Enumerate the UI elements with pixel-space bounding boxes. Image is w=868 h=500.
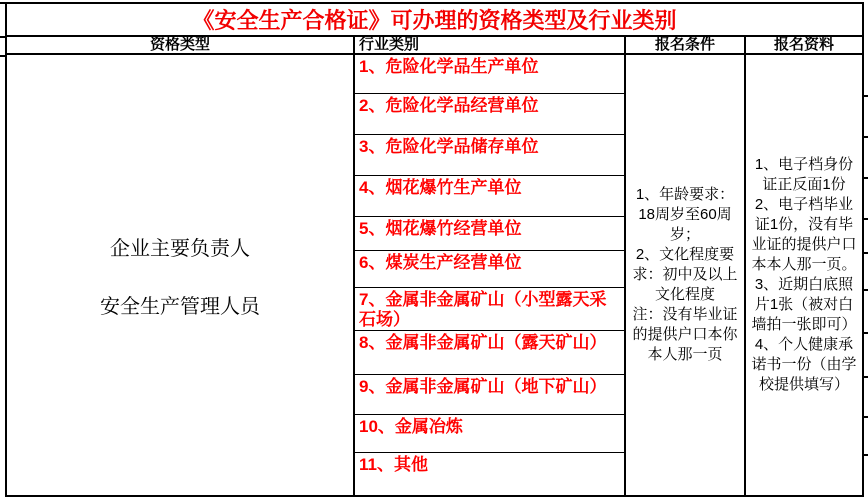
row-gridline-tick [863, 136, 868, 138]
header-registration-conditions: 报名条件 [624, 37, 744, 53]
industry-row: 11、其他 [359, 455, 428, 474]
industry-row: 4、烟花爆竹生产单位 [355, 176, 624, 217]
material-health-letter: 4、个人健康承诺书一份（由学校提供填写） [751, 336, 857, 393]
table-body [7, 55, 862, 495]
row-gridline-tick [863, 289, 868, 291]
header-industry-category: 行业类别 [353, 37, 624, 53]
row-gridline-tick [863, 218, 868, 220]
table-gridline-stub [0, 55, 6, 57]
table-title: 《安全生产合格证》可办理的资格类型及行业类别 [192, 8, 677, 33]
condition-education: 2、文化程度要求：初中及以上文化程度 [632, 246, 738, 303]
industry-category-column [353, 55, 624, 495]
row-gridline-tick [863, 95, 868, 97]
material-photo: 3、近期白底照片1张（被对白墙拍一张即可） [751, 276, 857, 333]
table-gridline-stub [0, 2, 6, 4]
industry-row: 5、烟花爆竹经营单位 [355, 217, 624, 251]
qualification-type-line2: 安全生产管理人员 [100, 295, 260, 318]
qualification-type-cell [7, 55, 353, 495]
header-registration-materials: 报名资料 [744, 37, 862, 53]
industry-row: 8、金属非金属矿山（露天矿山） [355, 331, 624, 375]
industry-row: 6、煤炭生产经营单位 [355, 251, 624, 288]
registration-conditions-cell [624, 55, 744, 495]
table-header-row [7, 37, 862, 55]
row-gridline-tick [863, 376, 868, 378]
industry-row: 2、危险化学品经营单位 [355, 94, 624, 135]
table-gridline-stub [0, 36, 6, 38]
condition-age: 1、年龄要求：18周岁至60周岁； [635, 186, 735, 243]
row-gridline-tick [863, 416, 868, 418]
material-diploma: 2、电子档毕业证1份，没有毕业证的提供户口本本人那一页。 [751, 196, 857, 273]
industry-row: 10、金属冶炼 [355, 415, 624, 453]
row-gridline-tick [863, 177, 868, 179]
condition-note: 注：没有毕业证的提供户口本你本人那一页 [632, 306, 738, 363]
row-gridline-tick [863, 252, 868, 254]
registration-materials-cell [744, 55, 862, 495]
qualification-type-line1: 企业主要负责人 [110, 237, 250, 260]
row-gridline-tick [863, 332, 868, 334]
industry-row: 9、金属非金属矿山（地下矿山） [355, 375, 624, 415]
qualification-table [5, 2, 864, 497]
row-gridline-tick [863, 454, 868, 456]
industry-row: 3、危险化学品储存单位 [355, 135, 624, 176]
industry-row: 1、危险化学品生产单位 [355, 55, 624, 94]
industry-row: 7、金属非金属矿山（小型露天采石场） [355, 288, 624, 331]
table-title-row [7, 4, 862, 37]
header-qualification-type: 资格类型 [149, 36, 210, 53]
material-id-card: 1、电子档身份证正反面1份 [754, 156, 854, 193]
